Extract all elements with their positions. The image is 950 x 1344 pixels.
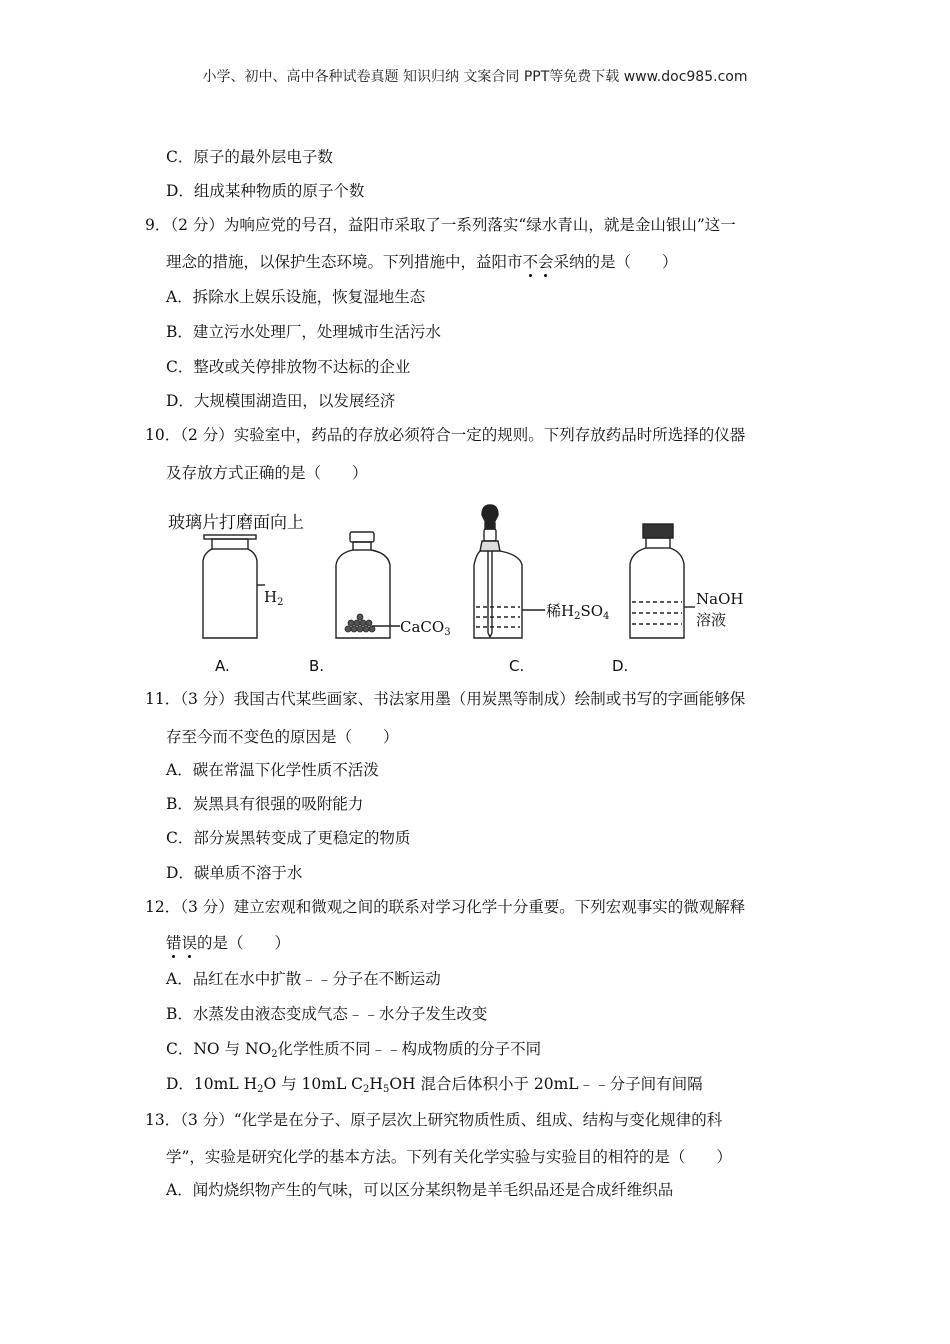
- q13-option-a: A．闻灼烧织物产生的气味，可以区分某织物是羊毛织品还是合成纤维织品: [166, 1181, 674, 1199]
- option-letter-a: A.: [215, 657, 230, 675]
- q9-option-b: B．建立污水处理厂，处理城市生活污水: [166, 323, 441, 341]
- bottle-c-label: 稀$H_2SO_4$: [546, 602, 610, 622]
- q12-emphasis-cuo: 错: [166, 934, 182, 952]
- q9-emphasis-bu: 不: [522, 253, 539, 271]
- q11-stem-line1: 11．（3 分）我国古代某些画家、书法家用墨（用炭黑等制成）绘制或书写的字画能够保: [145, 690, 746, 708]
- q12-option-c: C．NO 与 $NO_2$化学性质不同﹣﹣构成物质的分子不同: [166, 1040, 542, 1060]
- q9-option-a: A．拆除水上娱乐设施，恢复湿地生态: [166, 288, 426, 306]
- bottle-d: [630, 524, 743, 638]
- q12-option-a: A．品红在水中扩散﹣﹣分子在不断运动: [166, 970, 441, 988]
- bottle-b-granules: [345, 614, 375, 632]
- bottle-d-label2: 溶液: [696, 611, 727, 629]
- q9-stem-text: 理念的措施，以保护生态环境。下列措施中，益阳市: [166, 253, 523, 271]
- q9-option-d: D．大规模围湖造田，以发展经济: [166, 392, 396, 410]
- bottle-d-liquid: [632, 602, 682, 624]
- q10-stem-line1: 10．（2 分）实验室中，药品的存放必须符合一定的规则。下列存放药品时所选择的仪器: [145, 426, 746, 444]
- q9-stem-line2: [166, 255, 678, 271]
- prev-option-d: D．组成某种物质的原子个数: [166, 182, 365, 200]
- q10-bottles-diagram: [160, 495, 800, 680]
- q13-stem-line1: 13．（3 分）“化学是在分子、原子层次上研究物质性质、组成、结构与变化规律的科: [145, 1111, 723, 1129]
- q11-option-d: D．碳单质不溶于水: [166, 864, 303, 882]
- q11-option-c: C．部分炭黑转变成了更稳定的物质: [166, 829, 411, 847]
- q10-figure: [160, 495, 800, 680]
- q9-option-c: C．整改或关停排放物不达标的企业: [166, 358, 411, 376]
- q11-stem-line2: 存至今而不变色的原因是（ ）: [166, 728, 399, 746]
- bottle-a-caption: 玻璃片打磨面向上: [168, 513, 304, 533]
- option-letter-b: B.: [309, 657, 325, 675]
- q11-option-b: B．炭黑具有很强的吸附能力: [166, 795, 364, 813]
- prev-option-c: C．原子的最外层电子数: [166, 148, 333, 166]
- bottle-b-label: CaCO$_3$: [400, 618, 451, 638]
- q9-emphasis-hui: 会: [538, 253, 554, 271]
- q12-emphasis-wu: 误: [181, 934, 198, 952]
- q9-stem-line1: 9．（2 分）为响应党的号召，益阳市采取了一系列落实“绿水青山，就是金山银山”这一: [145, 216, 736, 234]
- q12-option-b: B．水蒸发由液态变成气态﹣﹣水分子发生改变: [166, 1005, 488, 1023]
- bottle-d-label1: NaOH: [696, 590, 744, 608]
- option-letter-d: D.: [612, 657, 629, 675]
- q12-stem-line1: 12．（3 分）建立宏观和微观之间的联系对学习化学十分重要。下列宏观事实的微观解释: [145, 898, 746, 916]
- q12-option-d: D．10mL $H_2O$ 与 10mL $C_2H_5OH$ 混合后体积小于 20mL﹣﹣分子间有间隔: [166, 1075, 703, 1095]
- q11-option-a: A．碳在常温下化学性质不活泼: [166, 761, 379, 779]
- q12-stem-tail: 的是（ ）: [197, 934, 291, 952]
- bottle-a: [168, 513, 304, 638]
- page-header: 小学、初中、高中各种试卷真题 知识归纳 文案合同 PPT等免费下载 www.doc985.com: [202, 69, 748, 85]
- bottle-c-liquid: [476, 607, 520, 627]
- q13-stem-line2: 学”，实验是研究化学的基本方法。下列有关化学实验与实验目的相符的是（ ）: [166, 1148, 732, 1166]
- bottle-b: [336, 532, 451, 638]
- option-letter-c: C.: [509, 657, 525, 675]
- bottle-c: [474, 505, 609, 638]
- q10-stem-line2: 及存放方式正确的是（ ）: [166, 464, 368, 482]
- q9-stem-tail: 采纳的是（ ）: [553, 253, 678, 271]
- bottle-a-gas-label: $H_2$: [264, 588, 284, 608]
- q12-stem-line2: [166, 936, 290, 952]
